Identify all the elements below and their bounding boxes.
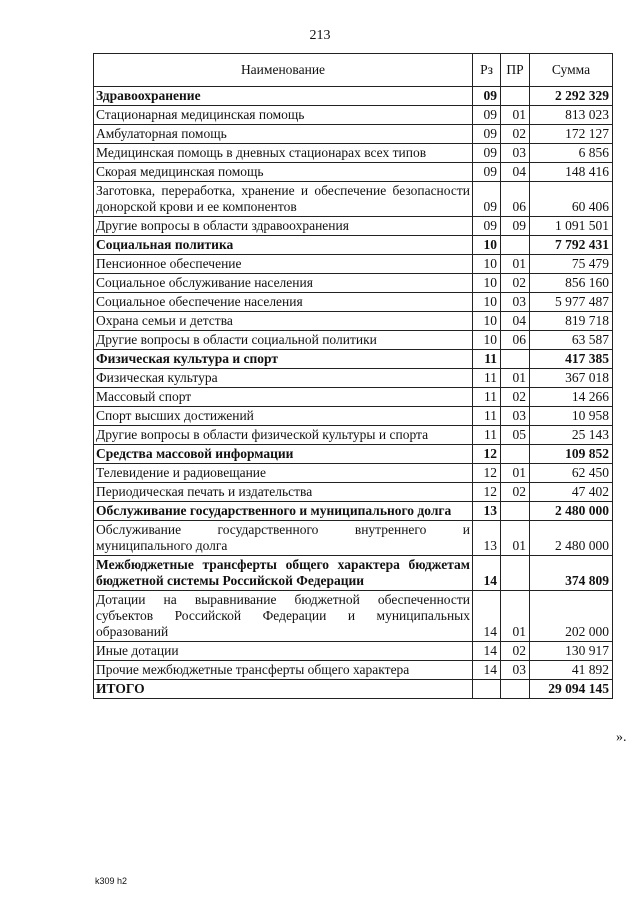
cell-sum: 14 266	[530, 388, 613, 407]
cell-rz: 09	[473, 87, 501, 106]
cell-sum: 2 480 000	[530, 521, 613, 556]
table-row	[94, 293, 613, 312]
cell-sum: 813 023	[530, 106, 613, 125]
cell-pr: 03	[501, 661, 530, 680]
cell-rz: 11	[473, 426, 501, 445]
cell-name: Медицинская помощь в дневных стационарах всех типов	[94, 144, 473, 163]
cell-pr: 02	[501, 274, 530, 293]
cell-rz: 13	[473, 502, 501, 521]
table-row	[94, 680, 613, 699]
cell-name: Телевидение и радиовещание	[94, 464, 473, 483]
table-row	[94, 144, 613, 163]
cell-name: Обслуживание государственного и муниципального долга	[94, 502, 473, 521]
table-row	[94, 483, 613, 502]
cell-pr: 01	[501, 591, 530, 642]
cell-sum: 25 143	[530, 426, 613, 445]
cell-rz: 10	[473, 236, 501, 255]
cell-pr: 02	[501, 125, 530, 144]
cell-rz: 10	[473, 274, 501, 293]
cell-name: Пенсионное обеспечение	[94, 255, 473, 274]
cell-sum: 109 852	[530, 445, 613, 464]
cell-rz: 14	[473, 661, 501, 680]
cell-name: Массовый спорт	[94, 388, 473, 407]
table-row	[94, 182, 613, 217]
cell-pr: 03	[501, 293, 530, 312]
table-row	[94, 591, 613, 642]
cell-pr: 06	[501, 182, 530, 217]
cell-sum: 10 958	[530, 407, 613, 426]
table-row	[94, 445, 613, 464]
cell-name: Другие вопросы в области здравоохранения	[94, 217, 473, 236]
cell-name: Дотации на выравнивание бюджетной обеспеченности субъектов Российской Федерации и муниципальных образований	[94, 591, 473, 642]
cell-name: Межбюджетные трансферты общего характера бюджетам бюджетной системы Российской Федерации	[94, 556, 473, 591]
cell-pr: 03	[501, 407, 530, 426]
table-row	[94, 642, 613, 661]
table-row	[94, 556, 613, 591]
cell-rz: 09	[473, 144, 501, 163]
cell-sum: 47 402	[530, 483, 613, 502]
cell-pr	[501, 680, 530, 699]
cell-pr: 05	[501, 426, 530, 445]
table-header-row	[94, 54, 613, 87]
cell-rz: 09	[473, 125, 501, 144]
cell-pr: 06	[501, 331, 530, 350]
cell-rz: 12	[473, 483, 501, 502]
cell-sum: 130 917	[530, 642, 613, 661]
cell-name: Социальное обеспечение населения	[94, 293, 473, 312]
cell-sum: 202 000	[530, 591, 613, 642]
cell-pr: 03	[501, 144, 530, 163]
cell-name: Заготовка, переработка, хранение и обеспечение безопасности донорской крови и ее компонентов	[94, 182, 473, 217]
cell-pr	[501, 445, 530, 464]
cell-sum: 63 587	[530, 331, 613, 350]
cell-pr: 01	[501, 106, 530, 125]
table-row	[94, 236, 613, 255]
cell-name: Прочие межбюджетные трансферты общего характера	[94, 661, 473, 680]
cell-rz: 14	[473, 642, 501, 661]
cell-rz: 13	[473, 521, 501, 556]
cell-sum: 75 479	[530, 255, 613, 274]
table-row	[94, 274, 613, 293]
cell-sum: 2 480 000	[530, 502, 613, 521]
header-rz: Рз	[473, 54, 501, 87]
cell-name: Иные дотации	[94, 642, 473, 661]
cell-sum: 7 792 431	[530, 236, 613, 255]
cell-pr: 04	[501, 312, 530, 331]
cell-rz: 11	[473, 407, 501, 426]
table-row	[94, 464, 613, 483]
cell-name: Стационарная медицинская помощь	[94, 106, 473, 125]
cell-rz: 12	[473, 464, 501, 483]
cell-rz	[473, 680, 501, 699]
page-number: 213	[309, 28, 331, 43]
table-row	[94, 661, 613, 680]
cell-pr: 09	[501, 217, 530, 236]
cell-rz: 09	[473, 106, 501, 125]
header-pr: ПР	[501, 54, 530, 87]
cell-pr: 02	[501, 388, 530, 407]
table-row	[94, 521, 613, 556]
cell-pr: 01	[501, 369, 530, 388]
cell-sum: 6 856	[530, 144, 613, 163]
table-row	[94, 331, 613, 350]
cell-sum: 367 018	[530, 369, 613, 388]
cell-pr: 01	[501, 464, 530, 483]
cell-rz: 11	[473, 350, 501, 369]
cell-name: Другие вопросы в области физической культуры и спорта	[94, 426, 473, 445]
header-name: Наименование	[94, 54, 473, 87]
cell-rz: 14	[473, 591, 501, 642]
cell-rz: 10	[473, 312, 501, 331]
cell-name: Средства массовой информации	[94, 445, 473, 464]
cell-sum: 148 416	[530, 163, 613, 182]
cell-name: Обслуживание государственного внутреннего и муниципального долга	[94, 521, 473, 556]
cell-rz: 09	[473, 182, 501, 217]
table-row	[94, 125, 613, 144]
cell-name: Другие вопросы в области социальной политики	[94, 331, 473, 350]
table-row	[94, 407, 613, 426]
cell-name: Здравоохранение	[94, 87, 473, 106]
table-row	[94, 369, 613, 388]
cell-name: Социальное обслуживание населения	[94, 274, 473, 293]
cell-rz: 10	[473, 293, 501, 312]
cell-sum: 41 892	[530, 661, 613, 680]
cell-rz: 09	[473, 217, 501, 236]
cell-sum: 29 094 145	[530, 680, 613, 699]
cell-name: Физическая культура	[94, 369, 473, 388]
cell-pr: 01	[501, 255, 530, 274]
cell-name: ИТОГО	[94, 680, 473, 699]
cell-pr: 02	[501, 642, 530, 661]
cell-pr: 02	[501, 483, 530, 502]
cell-name: Охрана семьи и детства	[94, 312, 473, 331]
table-row	[94, 388, 613, 407]
table-row	[94, 312, 613, 331]
cell-rz: 09	[473, 163, 501, 182]
cell-name: Физическая культура и спорт	[94, 350, 473, 369]
cell-pr: 01	[501, 521, 530, 556]
table-row	[94, 255, 613, 274]
cell-pr: 04	[501, 163, 530, 182]
cell-rz: 11	[473, 369, 501, 388]
cell-name: Амбулаторная помощь	[94, 125, 473, 144]
table-row	[94, 87, 613, 106]
table-row	[94, 426, 613, 445]
cell-name: Спорт высших достижений	[94, 407, 473, 426]
cell-sum: 374 809	[530, 556, 613, 591]
cell-rz: 11	[473, 388, 501, 407]
table-row	[94, 217, 613, 236]
cell-pr	[501, 350, 530, 369]
cell-sum: 60 406	[530, 182, 613, 217]
cell-pr	[501, 556, 530, 591]
budget-table	[93, 53, 613, 699]
cell-sum: 62 450	[530, 464, 613, 483]
cell-sum: 1 091 501	[530, 217, 613, 236]
cell-rz: 10	[473, 255, 501, 274]
cell-name: Периодическая печать и издательства	[94, 483, 473, 502]
table-row	[94, 502, 613, 521]
cell-rz: 12	[473, 445, 501, 464]
cell-rz: 10	[473, 331, 501, 350]
closing-quote: ».	[616, 730, 627, 745]
table-row	[94, 106, 613, 125]
cell-sum: 5 977 487	[530, 293, 613, 312]
cell-sum: 172 127	[530, 125, 613, 144]
table-row	[94, 350, 613, 369]
cell-rz: 14	[473, 556, 501, 591]
cell-pr	[501, 87, 530, 106]
cell-sum: 417 385	[530, 350, 613, 369]
table-row	[94, 163, 613, 182]
cell-name: Социальная политика	[94, 236, 473, 255]
cell-sum: 856 160	[530, 274, 613, 293]
cell-name: Скорая медицинская помощь	[94, 163, 473, 182]
cell-pr	[501, 502, 530, 521]
header-sum: Сумма	[530, 54, 613, 87]
cell-sum: 2 292 329	[530, 87, 613, 106]
cell-sum: 819 718	[530, 312, 613, 331]
cell-pr	[501, 236, 530, 255]
footer-code: k309 h2	[95, 876, 128, 886]
